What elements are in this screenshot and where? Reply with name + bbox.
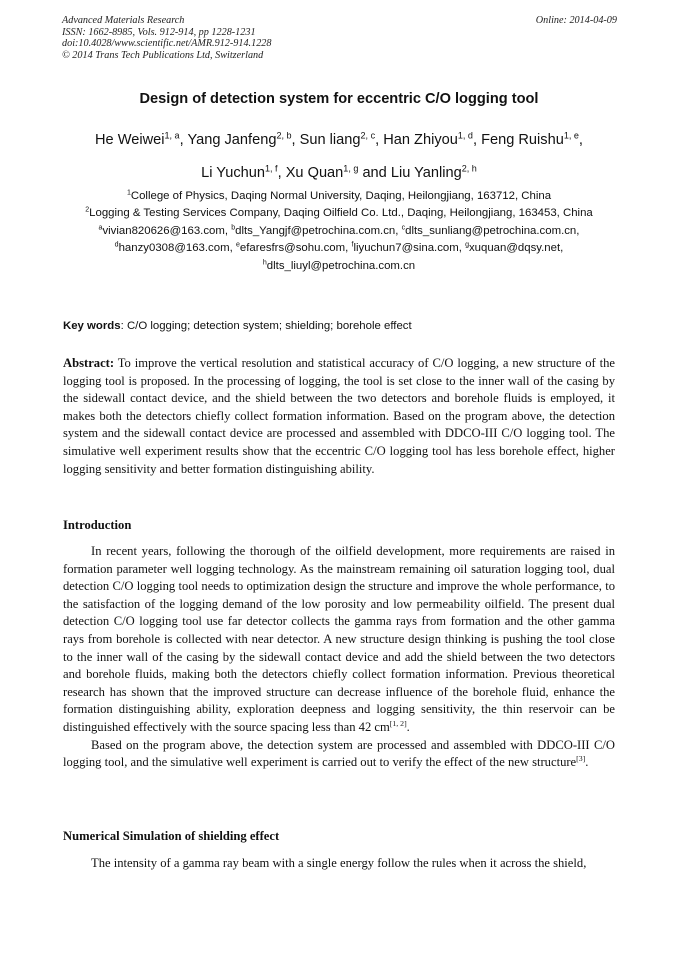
keywords-text: : C/O logging; detection system; shielding; borehole effect: [120, 320, 412, 332]
affiliation-sup: 1: [126, 189, 131, 197]
citation-ref[interactable]: [1, 2]: [389, 719, 407, 729]
author-sup: 1, f: [265, 163, 278, 174]
author-sep: ,: [179, 132, 188, 148]
paragraph-text: Based on the program above, the detection system are processed and assembled with DDCO-III C/O logging tool, and the simulative well experiment is carried out to verify the effect of the new structure: [63, 737, 615, 770]
abstract: [63, 355, 615, 478]
author-name: Yang Janfeng: [187, 132, 277, 148]
email-link[interactable]: liyuchun7@sina.com: [353, 242, 459, 255]
author-sep: ,: [375, 132, 384, 148]
email-line-2: $^d$hanzy0308@163.com, $^e$efaresfrs@sohu.com, $^f$liyuchun7@sina.com, $^g$xuquan@dqsy.net,: [114, 241, 564, 255]
affiliation-sup: 2: [85, 207, 90, 215]
online-date: Online: 2014-04-09: [535, 15, 617, 26]
email-sup: h: [262, 259, 267, 267]
paragraph-text: In recent years, following the thorough of the oilfield development, more requirements are raised in formation parameter well logging technology. As the mainstream remaining oil saturation logging tool, dual detection C/O logging tool needs to optimization design the structure and improve the whole performance, to the satisfaction of the logging demand of the low porosity and low permeability oilfield. The present dual detection C/O logging tool use far detector collects the gamma rays from formation and the other gamma rays from borehole is collected with near detector. A new structure design thinking is pushing the tool close to the inner wall of the casing by the sidewall contact device and add the shield between the two detectors and borehole fluids, making both the detectors chiefly collect formation information. Previous theoretical research has shown that the improved structure can decrease influence of the borehole fluid, enhance the formation distinguishing ability, exploration deepness and logging sensitivity, the thin reservoir can be distinguished effectively with the source spacing less than 42 cm: [63, 544, 615, 734]
email-link[interactable]: dlts_liuyl@petrochina.com.cn: [266, 259, 416, 272]
author-sup: 1, a: [164, 130, 180, 141]
author-name: Liu Yanling: [390, 165, 462, 181]
intro-paragraph-2: [63, 737, 615, 772]
author-sup: 2, c: [360, 130, 376, 141]
issn-line: ISSN: 1662-8985, Vols. 912-914, pp 1228-1231: [62, 26, 256, 38]
author-name: Feng Ruishu: [481, 132, 564, 148]
author-list: [40, 124, 638, 190]
author-sep: and: [358, 165, 391, 181]
keywords: [63, 320, 618, 332]
affiliation-text: College of Physics, Daqing Normal University, Daqing, Heilongjiang, 163712, China: [130, 190, 552, 202]
journal-name: Advanced Materials Research: [62, 15, 185, 26]
doi-line[interactable]: doi:10.4028/www.scientific.net/AMR.912-914.1228: [62, 38, 272, 50]
affiliation-2: [50, 205, 628, 222]
author-sup: 1, e: [563, 130, 579, 141]
paragraph-end: .: [406, 719, 410, 734]
email-link[interactable]: xuquan@dqsy.net: [468, 242, 561, 255]
email-sup: c: [401, 224, 406, 232]
author-name: He Weiwei: [95, 132, 165, 148]
email-sup: e: [235, 241, 240, 249]
email-link[interactable]: vivian820626@163.com: [102, 224, 225, 237]
author-sep: ,: [578, 132, 583, 148]
numerical-body: [63, 855, 615, 873]
author-name: Li Yuchun: [201, 165, 265, 181]
email-line-1: $^a$vivian820626@163.com, $^b$dlts_Yangjf@petrochina.com.cn, $^c$dlts_sunliang@petrochina.com.cn,: [98, 224, 580, 237]
email-sup: d: [114, 241, 119, 249]
numerical-heading: Numerical Simulation of shielding effect: [63, 829, 280, 843]
author-sep: ,: [277, 165, 286, 181]
paper-title: Design of detection system for eccentric C/O logging tool: [139, 91, 539, 107]
author-sup: 2, h: [461, 163, 477, 174]
affiliation-1: [50, 188, 628, 205]
journal-header: [62, 15, 617, 61]
email-sup: a: [98, 224, 103, 232]
email-sup: b: [231, 224, 236, 232]
email-link[interactable]: dlts_sunliang@petrochina.com.cn: [405, 224, 577, 237]
introduction-heading: Introduction: [63, 518, 132, 532]
author-name: Xu Quan: [285, 165, 344, 181]
intro-paragraph-1: [63, 543, 615, 737]
author-name: Han Zhiyou: [383, 132, 458, 148]
abstract-label: Abstract:: [63, 356, 115, 370]
email-sup: f: [351, 241, 354, 249]
paragraph-end: .: [585, 755, 589, 770]
author-sup: 2, b: [276, 130, 292, 141]
numerical-paragraph-1: The intensity of a gamma ray beam with a single energy follow the rules when it across the shield,: [91, 856, 587, 870]
email-link[interactable]: hanzy0308@163.com: [118, 242, 230, 255]
author-sup: 1, d: [457, 130, 473, 141]
keywords-label: Key words: [63, 320, 121, 332]
copyright-line: © 2014 Trans Tech Publications Ltd, Switzerland: [62, 49, 264, 61]
email-link[interactable]: dlts_Yangjf@petrochina.com.cn: [235, 224, 396, 237]
citation-ref[interactable]: [3]: [576, 754, 586, 764]
author-sep: ,: [472, 132, 482, 148]
email-link[interactable]: efaresfrs@sohu.com: [239, 242, 346, 255]
author-sep: ,: [291, 132, 300, 148]
email-sup: g: [465, 241, 469, 249]
author-name: Sun liang: [299, 132, 361, 148]
email-line-3: [50, 258, 628, 275]
affiliation-text: Logging & Testing Services Company, Daqing Oilfield Co. Ltd., Daqing, Heilongjiang, 163453, China: [89, 207, 593, 220]
abstract-text: To improve the vertical resolution and statistical accuracy of C/O logging, a new structure of the logging tool is proposed. In the processing of logging, the tool is set close to the inner wall of the casing by the sidewall contact device, and the shield between the two detectors and borehole fluids is employed, it makes both the detectors chiefly collect formation information. Based on the program above, the detection system and the sidewall contact device are processed and assembled with DDCO-III C/O logging tool. The simulative well experiment results show that the eccentric C/O logging tool has less borehole effect, higher logging sensitivity and better formation distinguishing ability.: [63, 356, 615, 476]
introduction-body: [63, 543, 615, 772]
affiliations: [50, 188, 628, 275]
author-sup: 1, g: [343, 163, 359, 174]
